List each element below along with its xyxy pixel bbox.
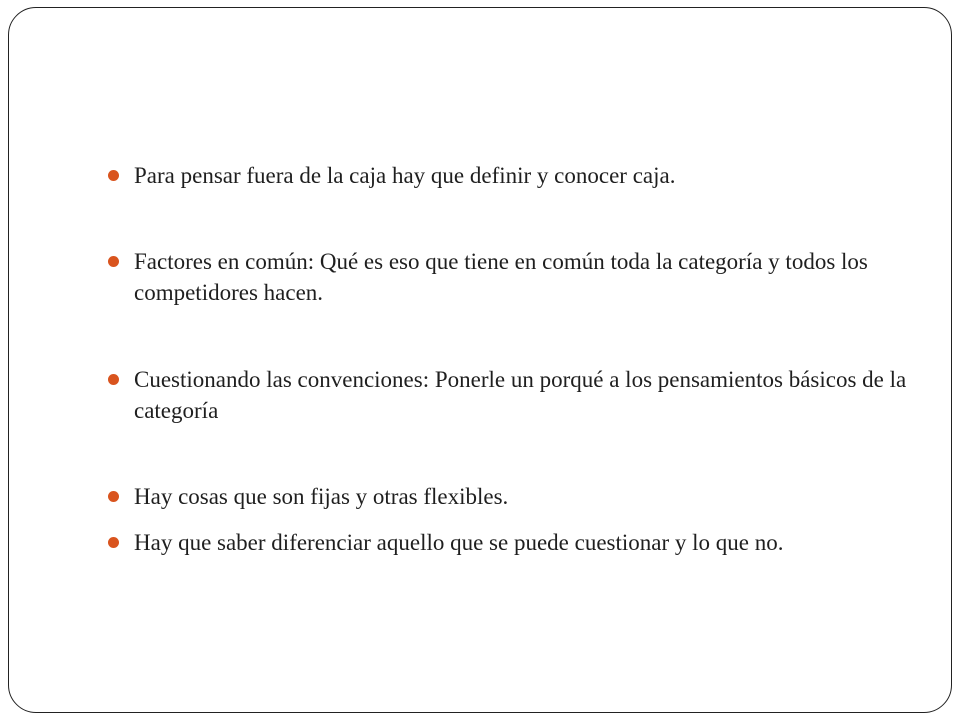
bullet-text: Hay cosas que son fijas y otras flexibles. [134,484,509,509]
bullet-dot-icon [108,256,119,267]
bullet-text: Hay que saber diferenciar aquello que se puede cuestionar y lo que no. [134,530,784,555]
bullet-item [134,246,924,308]
bullet-item [134,364,924,426]
bullet-dot-icon [108,374,119,385]
bullet-dot-icon [108,537,119,548]
bullet-item [134,527,924,558]
bullet-dot-icon [108,491,119,502]
bullet-text: Cuestionando las convenciones: Ponerle un porqué a los pensamientos básicos de la categoría [134,367,907,423]
bullet-dot-icon [108,170,119,181]
bullet-text: Factores en común: Qué es eso que tiene en común toda la categoría y todos los competidores hacen. [134,249,868,305]
bullet-item [134,481,924,512]
bullet-text: Para pensar fuera de la caja hay que definir y conocer caja. [134,163,676,188]
bullet-item [134,160,924,191]
